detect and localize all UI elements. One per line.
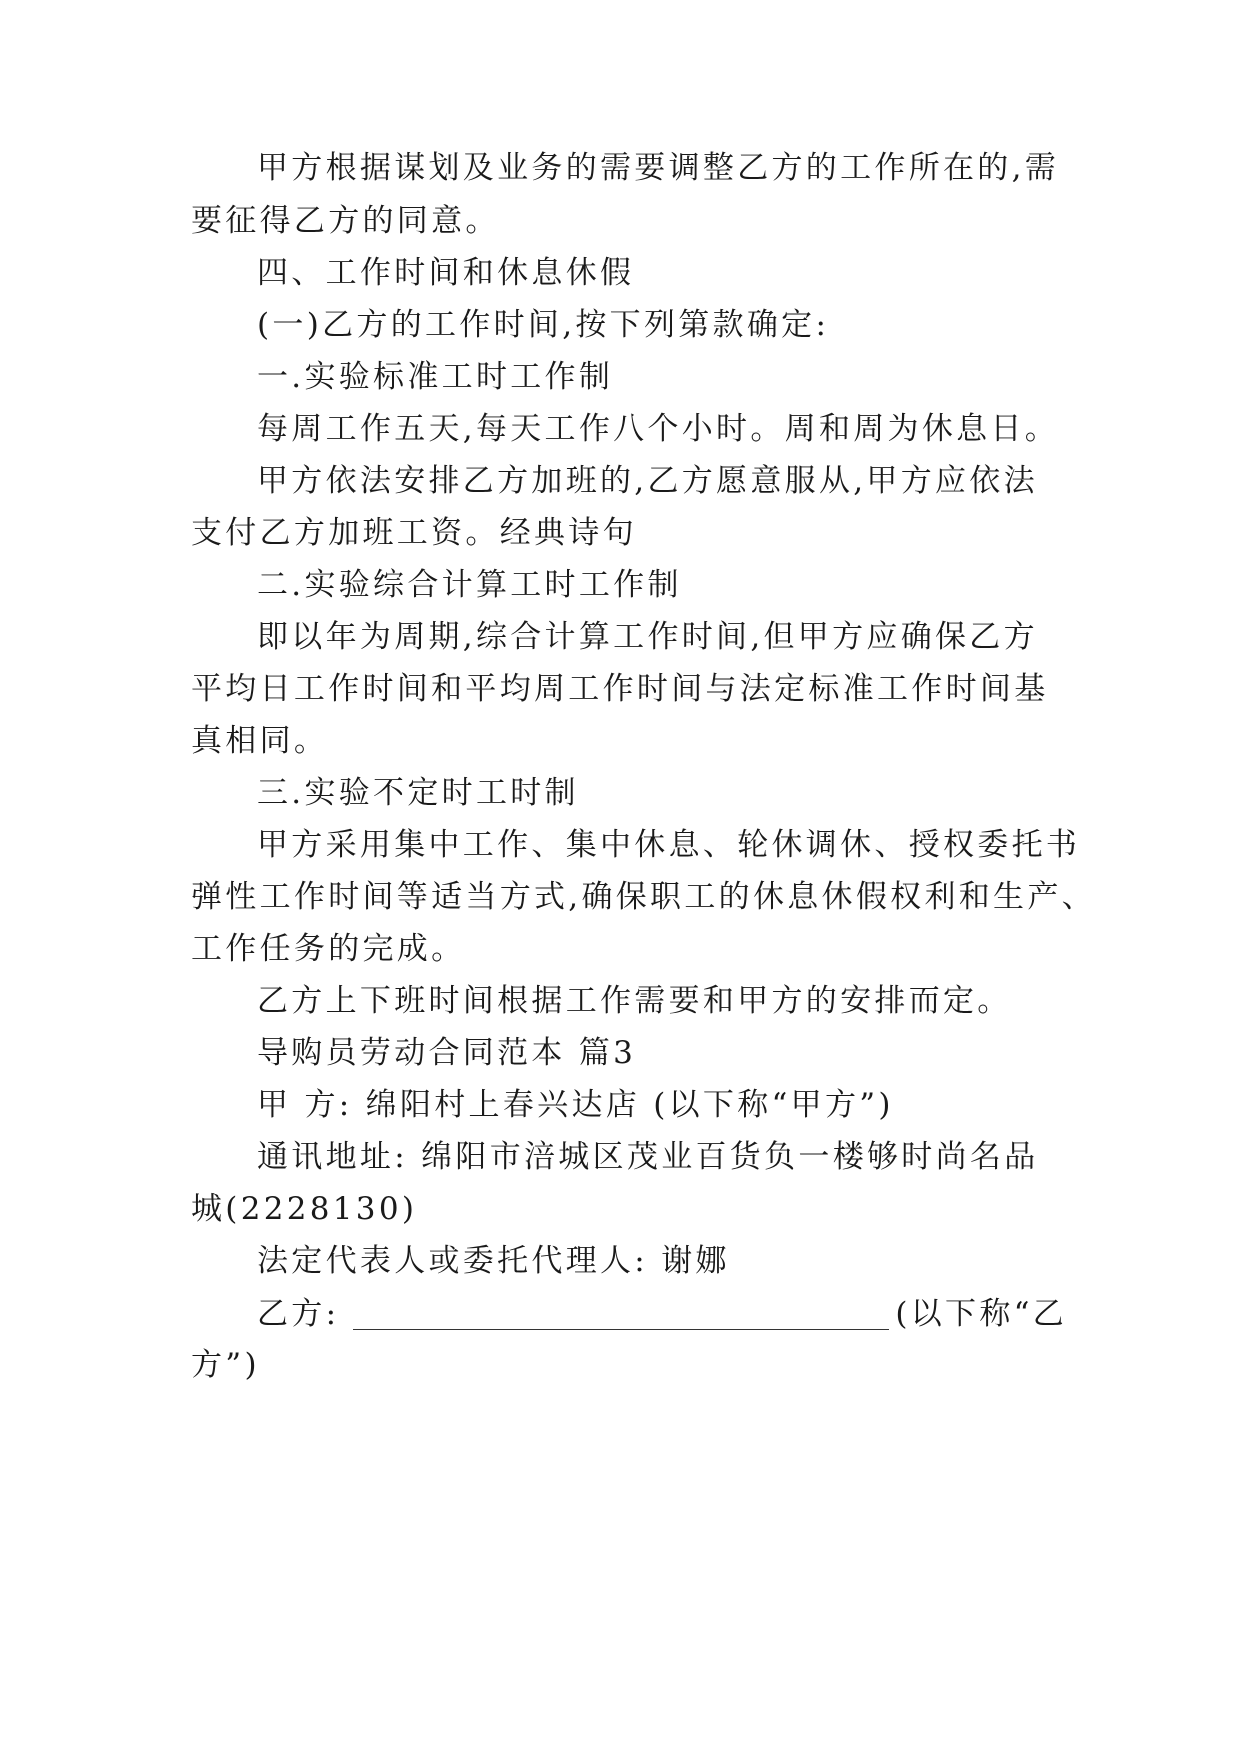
paragraph-line: 甲方根据谋划及业务的需要调整乙方的工作所在的,需	[257, 150, 1060, 186]
party-b-suffix: (以下称“乙	[895, 1296, 1068, 1332]
party-b-line	[257, 1298, 1067, 1330]
paragraph-line: 每周工作五天,每天工作八个小时。周和周为休息日。	[257, 411, 1060, 447]
subsection-heading: 一.实验标准工时工作制	[257, 359, 614, 395]
party-b-label: 乙方:	[257, 1296, 340, 1332]
paragraph-line: 真相同。	[191, 723, 329, 759]
party-b-continuation: 方”)	[191, 1347, 260, 1383]
paragraph-line: 甲方依法安排乙方加班的,乙方愿意服从,甲方应依法	[257, 463, 1038, 499]
party-a-line: 甲 方: 绵阳村上春兴达店 (以下称“甲方”)	[257, 1087, 894, 1123]
address-line: 城(2228130)	[191, 1191, 418, 1227]
paragraph-line: 乙方上下班时间根据工作需要和甲方的安排而定。	[257, 983, 1012, 1019]
contract-title: 导购员劳动合同范本 篇3	[257, 1035, 637, 1071]
section-heading: 四、工作时间和休息休假	[257, 255, 635, 291]
paragraph-line: 弹性工作时间等适当方式,确保职工的休息休假权利和生产、	[191, 879, 1096, 915]
paragraph-line: 工作任务的完成。	[191, 931, 466, 967]
paragraph-line: 支付乙方加班工资。经典诗句	[191, 515, 637, 551]
paragraph-line: 甲方采用集中工作、集中休息、轮休调休、授权委托书	[257, 827, 1081, 863]
paragraph-line: 即以年为周期,综合计算工作时间,但甲方应确保乙方	[257, 619, 1038, 655]
party-b-blank	[353, 1298, 889, 1330]
paragraph-line: 平均日工作时间和平均周工作时间与法定标准工作时间基	[191, 671, 1049, 707]
subsection-heading: 二.实验综合计算工时工作制	[257, 567, 682, 603]
representative-line: 法定代表人或委托代理人: 谢娜	[257, 1243, 730, 1279]
paragraph-line: 要征得乙方的同意。	[191, 203, 500, 239]
address-line: 通讯地址: 绵阳市涪城区茂业百货负一楼够时尚名品	[257, 1139, 1039, 1175]
paragraph-line: (一)乙方的工作时间,按下列第款确定:	[257, 307, 830, 343]
subsection-heading: 三.实验不定时工时制	[257, 775, 579, 811]
